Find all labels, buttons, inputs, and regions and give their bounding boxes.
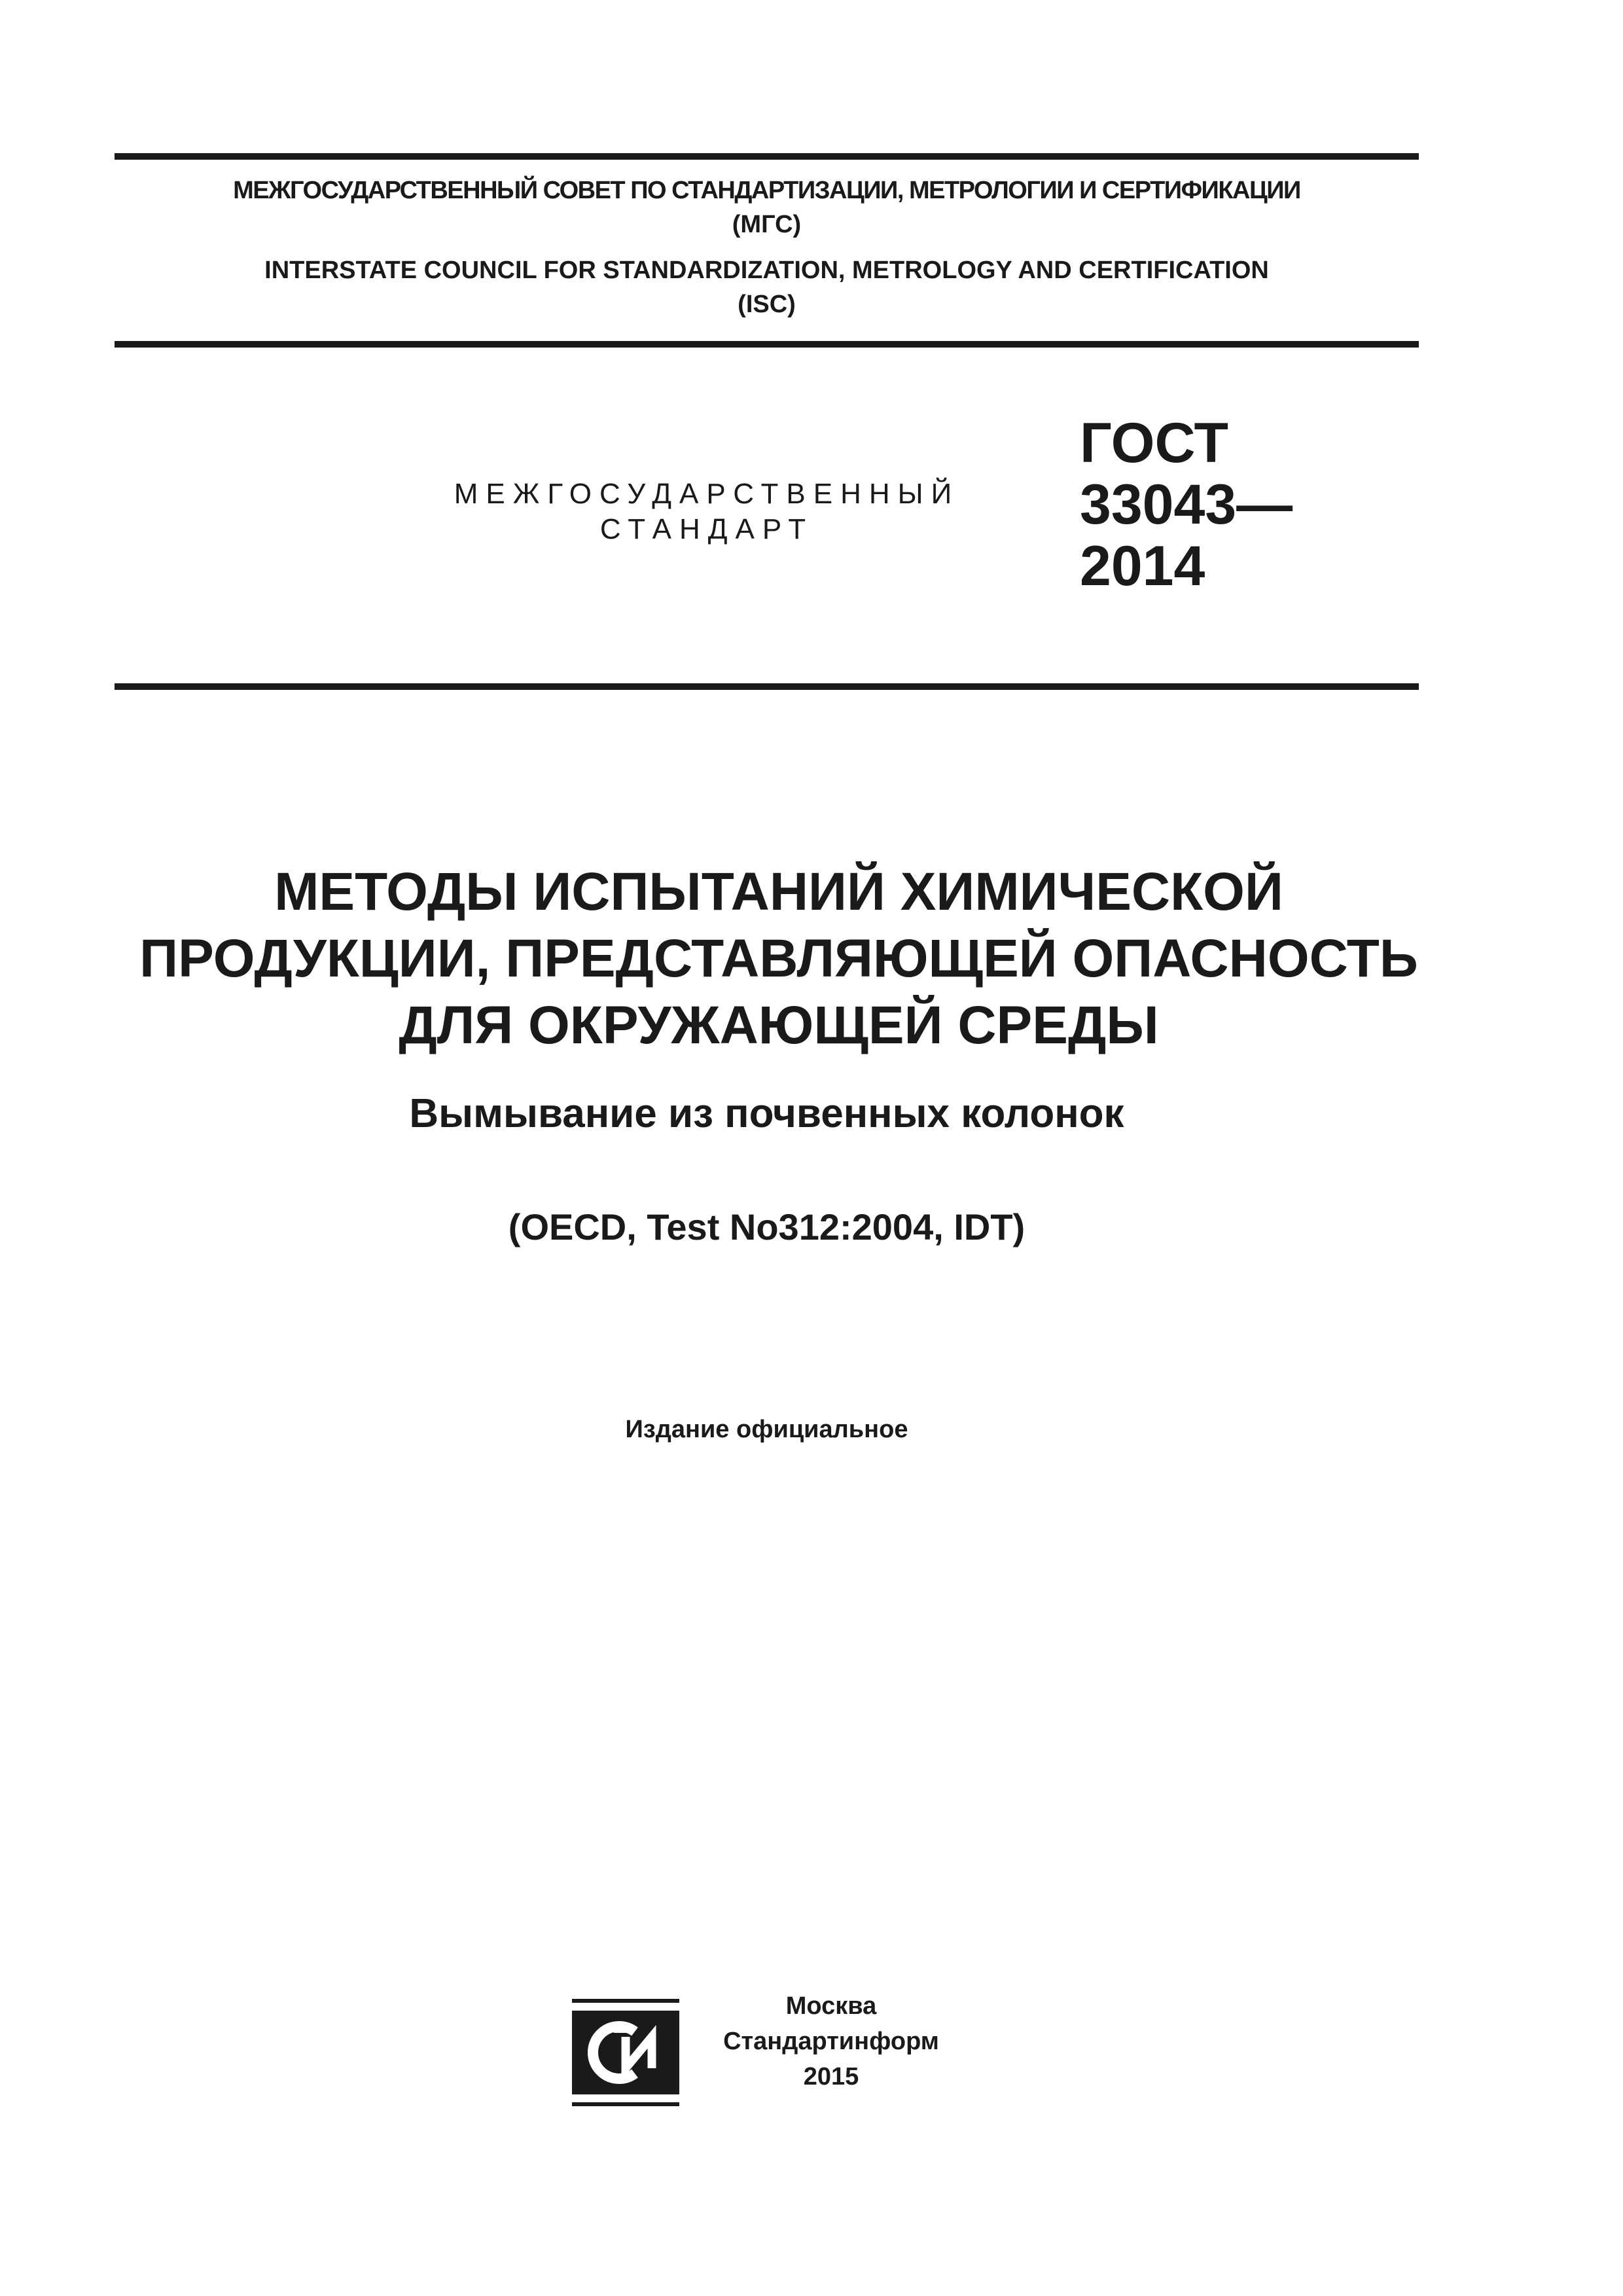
publisher-year: 2015 [803, 2063, 859, 2090]
bottom-rule [115, 683, 1419, 690]
title-line3: ДЛЯ ОКРУЖАЮЩЕЙ СРЕДЫ [399, 996, 1159, 1055]
standard-type-line2: СТАНДАРТ [599, 513, 814, 545]
document-title [65, 859, 1492, 1059]
middle-rule [115, 341, 1419, 348]
standartinform-logo-icon [571, 1998, 681, 2108]
standard-type-line1: МЕЖГОСУДАРСТВЕННЫЙ [454, 478, 960, 510]
council-abbr-en: (ISC) [738, 291, 796, 318]
gost-number: 33043— [1080, 473, 1293, 536]
council-name-en: INTERSTATE COUNCIL FOR STANDARDIZATION, METROLOGY AND CERTIFICATION [264, 257, 1269, 284]
publisher-info [694, 1988, 969, 2094]
gost-designation [1080, 412, 1293, 597]
gost-year: 2014 [1080, 535, 1205, 598]
publisher-city: Москва [785, 1992, 877, 2020]
gost-label: ГОСТ [1080, 412, 1229, 475]
council-abbr-ru: (МГС) [732, 211, 802, 238]
standard-type [425, 476, 988, 547]
title-line1: МЕТОДЫ ИСПЫТАНИЙ ХИМИЧЕСКОЙ [274, 862, 1283, 922]
top-rule [115, 153, 1419, 160]
publisher-name: Стандартинформ [723, 2028, 939, 2055]
document-reference: (OECD, Test No312:2004, IDT) [508, 1206, 1026, 1247]
title-line2: ПРОДУКЦИИ, ПРЕДСТАВЛЯЮЩЕЙ ОПАСНОСТЬ [139, 929, 1418, 988]
council-name-ru: МЕЖГОСУДАРСТВЕННЫЙ СОВЕТ ПО СТАНДАРТИЗАЦИИ, МЕТРОЛОГИИ И СЕРТИФИКАЦИИ [233, 177, 1300, 204]
edition-note: Издание официальное [625, 1416, 908, 1443]
document-subtitle: Вымывание из почвенных колонок [409, 1091, 1124, 1136]
